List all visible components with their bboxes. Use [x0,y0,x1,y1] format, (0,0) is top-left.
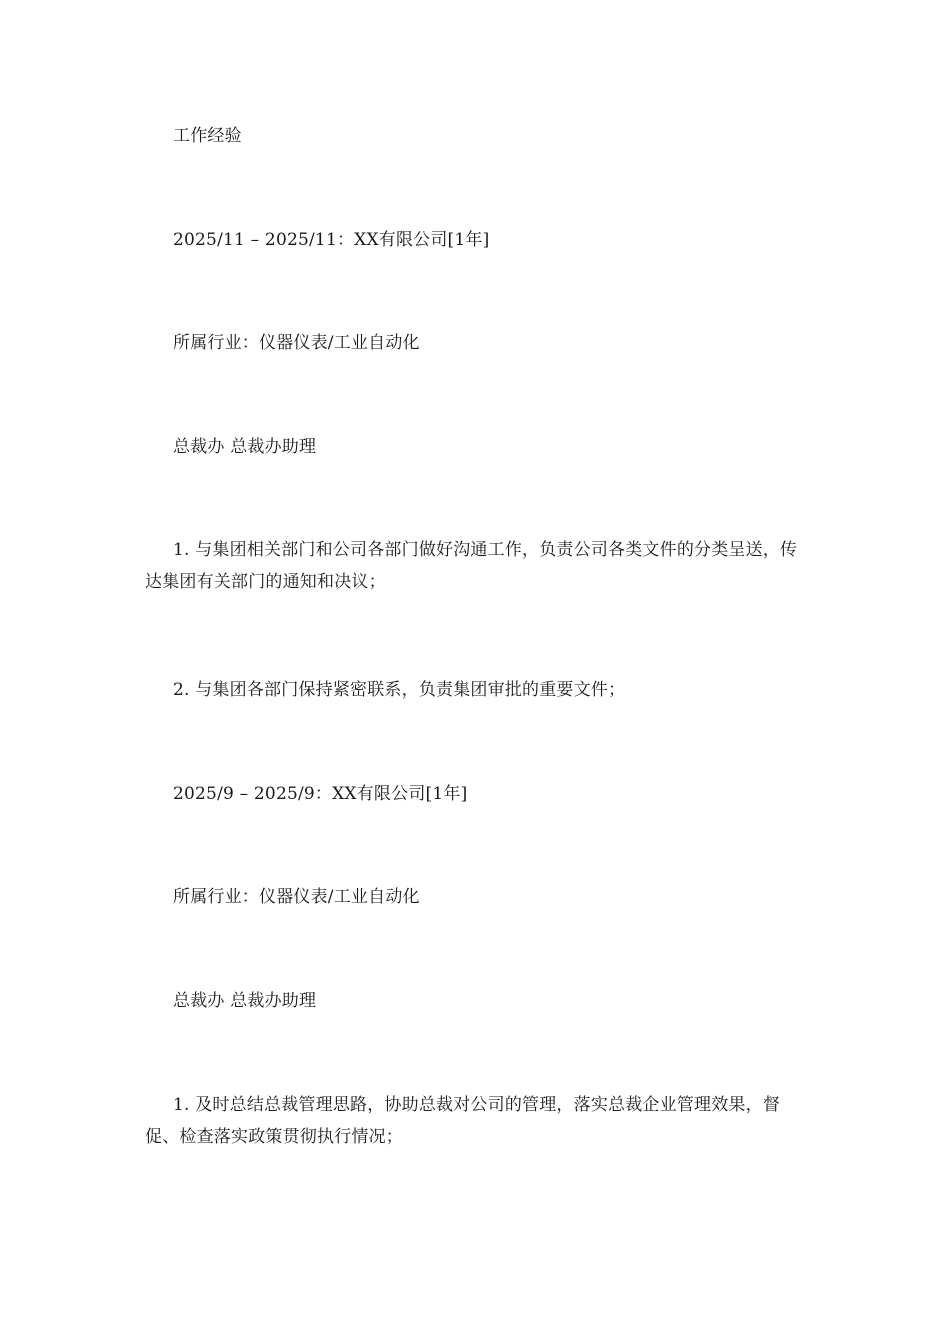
job-duty: 2. 与集团各部门保持紧密联系，负责集团审批的重要文件； [173,680,626,700]
section-title: 工作经验 [173,126,242,146]
job-duty: 1. 与集团相关部门和公司各部门做好沟通工作，负责公司各类文件的分类呈送，传达集团有关部门的通知和决议； [145,540,798,592]
job-industry: 所属行业：仪器仪表/工业自动化 [173,333,420,353]
job-period: 2025/9 – 2025/9：XX有限公司[1年] [173,784,468,804]
job-industry: 所属行业：仪器仪表/工业自动化 [173,887,420,907]
job-duty: 1. 及时总结总裁管理思路，协助总裁对公司的管理，落实总裁企业管理效果，督促、检查落实政策贯彻执行情况； [145,1095,781,1147]
job-position: 总裁办 总裁办助理 [173,991,317,1011]
job-position: 总裁办 总裁办助理 [173,437,317,457]
job-period: 2025/11 – 2025/11：XX有限公司[1年] [173,230,490,250]
